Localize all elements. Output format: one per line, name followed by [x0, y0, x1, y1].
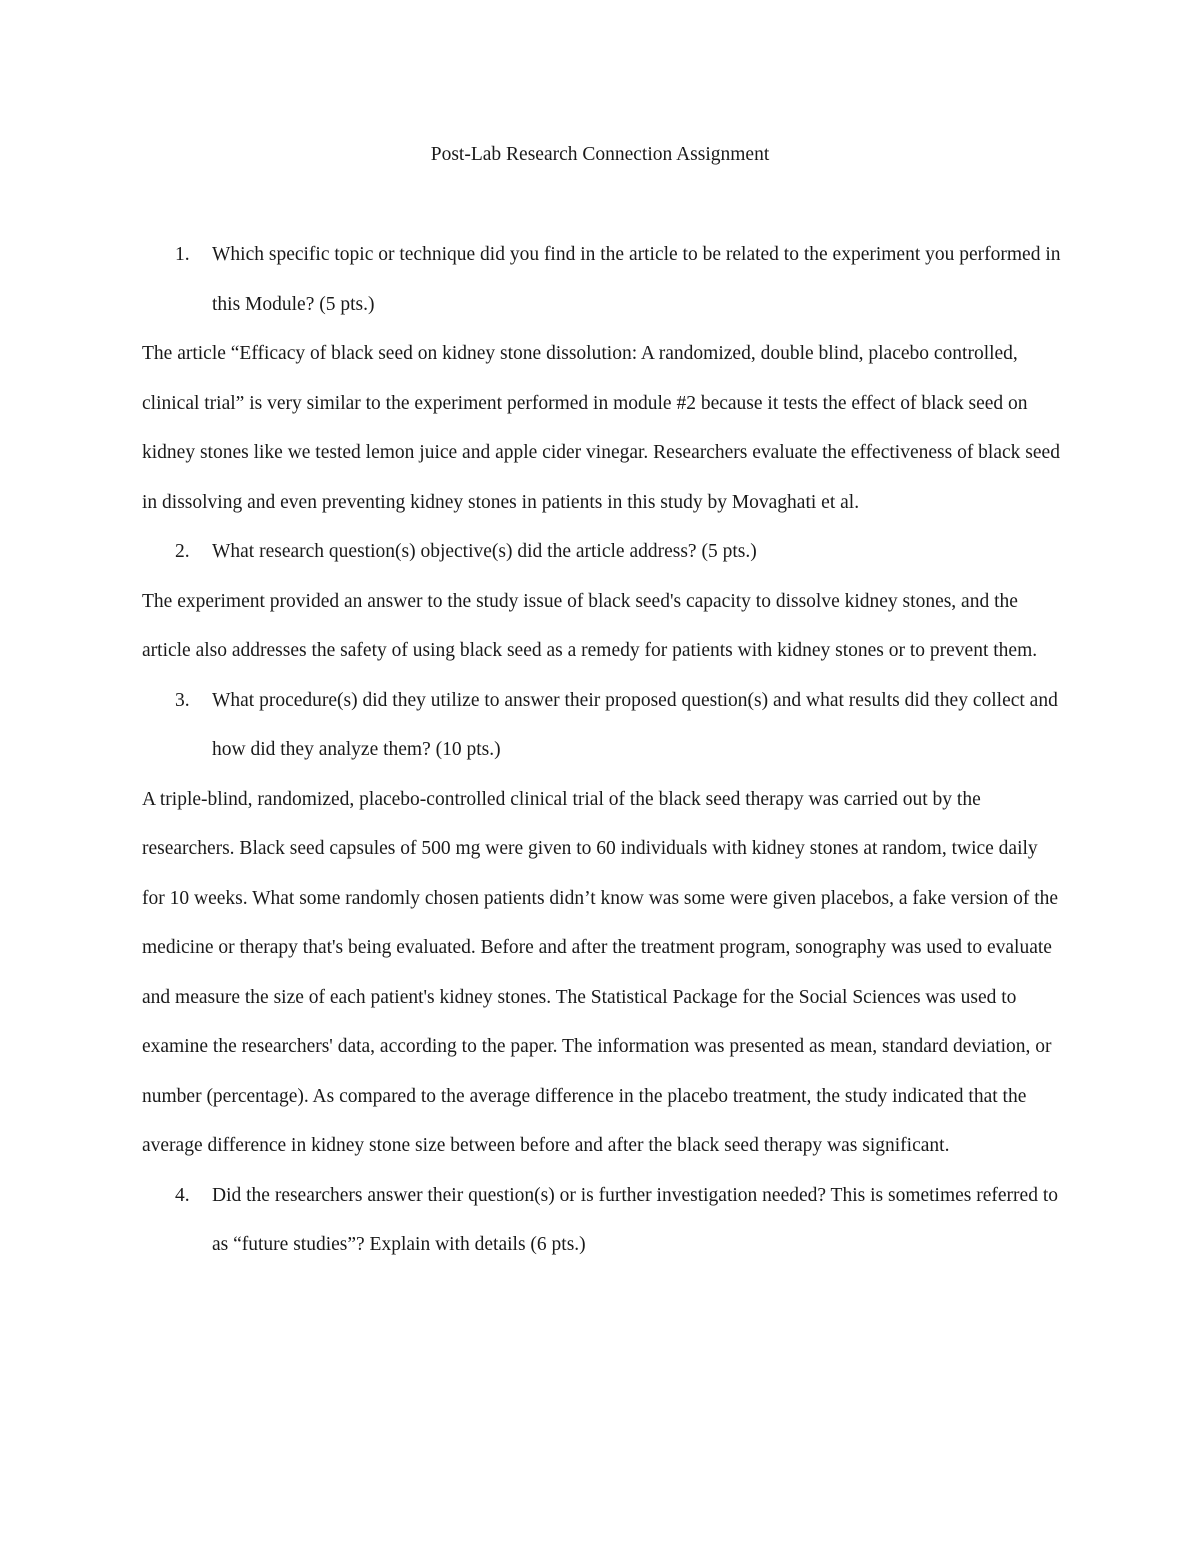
answer-1: The article “Efficacy of black seed on kidney stone dissolution: A randomized, double blind, placebo controlled, clinical trial” is very similar to the experiment performed in module #2 because it tests the effect of black seed on kidney stones like we tested lemon juice and apple cider vinegar. Researchers evaluate the effectiveness of black seed in dissolving and even preventing kidney stones in patients in this study by Movaghati et al.: [142, 343, 1060, 513]
question-number: 4.: [175, 1184, 190, 1206]
answer-3: A triple-blind, randomized, placebo-controlled clinical trial of the black seed therapy was carried out by the researchers. Black seed capsules of 500 mg were given to 60 individuals with kidney stones at random, twice daily for 10 weeks. What some randomly chosen patients didn’t know was some were given placebos, a fake version of the medicine or therapy that's being evaluated. Before and after the treatment program, sonography was used to evaluate and measure the size of each patient's kidney stones. The Statistical Package for the Social Sciences was used to examine the researchers' data, according to the paper. The information was presented as mean, standard deviation, or number (percentage). As compared to the average difference in the placebo treatment, the study indicated that the average difference in kidney stone size between before and after the black seed therapy was significant.: [142, 788, 1059, 1156]
answer-2: The experiment provided an answer to the study issue of black seed's capacity to dissolve kidney stones, and the article also addresses the safety of using black seed as a remedy for patients with kidney stones or to prevent them.: [142, 590, 1038, 661]
question-3: [142, 676, 1062, 775]
question-text: Did the researchers answer their question(s) or is further investigation needed? This is sometimes referred to as “future studies”? Explain with details (6 pts.): [212, 1184, 1058, 1255]
question-2: [142, 527, 1062, 577]
question-1: [142, 230, 1062, 329]
question-text: What procedure(s) did they utilize to answer their proposed question(s) and what results did they collect and how did they analyze them? (10 pts.): [212, 689, 1058, 760]
question-number: 1.: [175, 244, 190, 265]
question-number: 3.: [175, 689, 190, 711]
question-text: Which specific topic or technique did you find in the article to be related to the experiment you performed in this Module? (5 pts.): [212, 244, 1061, 315]
document-body: [142, 230, 1062, 1270]
question-text: What research question(s) objective(s) did the article address? (5 pts.): [212, 541, 757, 562]
document-title: Post-Lab Research Connection Assignment: [430, 144, 770, 165]
question-number: 2.: [175, 541, 190, 562]
question-4: [142, 1171, 1062, 1270]
